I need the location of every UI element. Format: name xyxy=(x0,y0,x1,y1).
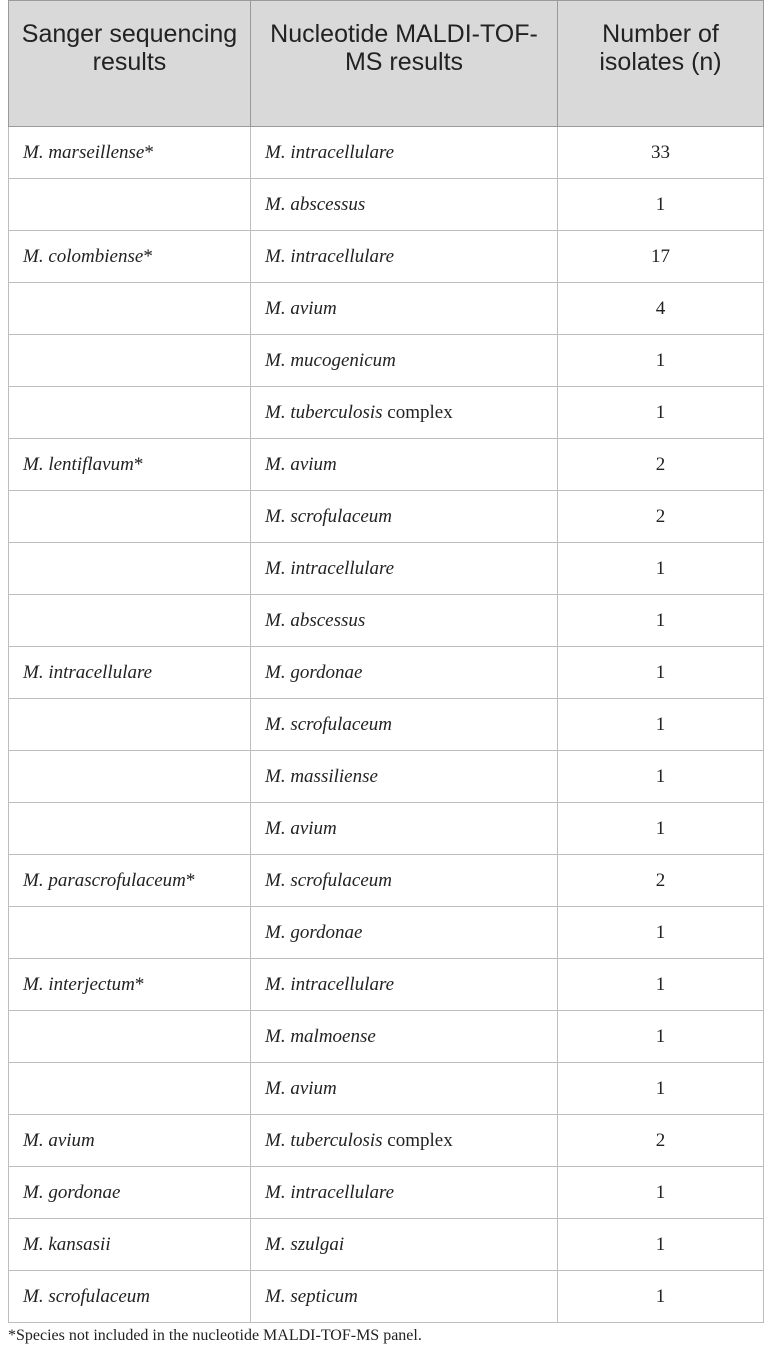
sanger-cell xyxy=(9,803,251,855)
sanger-cell xyxy=(9,1115,251,1167)
maldi-cell xyxy=(251,1011,558,1063)
maldi-species: M. gordonae xyxy=(265,661,363,683)
maldi-cell xyxy=(251,1167,558,1219)
sanger-species: M. avium xyxy=(23,1129,95,1151)
sanger-cell xyxy=(9,1011,251,1063)
table-row xyxy=(9,1219,764,1271)
sanger-species: M. gordonae xyxy=(23,1181,121,1203)
table-row xyxy=(9,1115,764,1167)
isolate-count: 1 xyxy=(558,959,764,1011)
isolate-count: 1 xyxy=(558,1167,764,1219)
isolate-count: 17 xyxy=(558,231,764,283)
maldi-species: M. avium xyxy=(265,297,337,319)
sanger-cell xyxy=(9,855,251,907)
maldi-cell xyxy=(251,699,558,751)
header-maldi: Nucleotide MALDI-TOF-MS results xyxy=(251,1,558,127)
isolate-count: 1 xyxy=(558,387,764,439)
sanger-cell xyxy=(9,283,251,335)
maldi-cell xyxy=(251,231,558,283)
isolate-count: 33 xyxy=(558,127,764,179)
table-row xyxy=(9,543,764,595)
table-row xyxy=(9,179,764,231)
table-row xyxy=(9,1167,764,1219)
table-body xyxy=(9,127,764,1323)
maldi-cell xyxy=(251,751,558,803)
sanger-cell xyxy=(9,1063,251,1115)
isolate-count: 2 xyxy=(558,439,764,491)
maldi-species: M. intracellulare xyxy=(265,1181,395,1203)
maldi-species: M. massiliense xyxy=(265,765,378,787)
sanger-cell xyxy=(9,335,251,387)
table-row xyxy=(9,855,764,907)
sanger-cell xyxy=(9,907,251,959)
maldi-cell xyxy=(251,803,558,855)
maldi-cell xyxy=(251,387,558,439)
maldi-cell xyxy=(251,1271,558,1323)
sanger-marker: * xyxy=(134,973,145,995)
sanger-marker: * xyxy=(144,141,154,163)
isolate-count: 1 xyxy=(558,699,764,751)
results-table xyxy=(8,0,764,1323)
maldi-cell xyxy=(251,179,558,231)
maldi-species: M. mucogenicum xyxy=(265,349,396,371)
maldi-cell xyxy=(251,439,558,491)
maldi-suffix: complex xyxy=(382,1129,453,1151)
sanger-species: M. parascrofulaceum xyxy=(23,869,186,891)
table-row xyxy=(9,699,764,751)
table-row xyxy=(9,907,764,959)
table-row xyxy=(9,1011,764,1063)
maldi-cell xyxy=(251,335,558,387)
maldi-species: M. scrofulaceum xyxy=(265,869,392,891)
header-row xyxy=(9,1,764,127)
isolate-count: 1 xyxy=(558,179,764,231)
maldi-cell xyxy=(251,283,558,335)
sanger-cell xyxy=(9,439,251,491)
maldi-species: M. intracellulare xyxy=(265,141,395,163)
maldi-species: M. tuberculosis xyxy=(265,1129,383,1151)
maldi-suffix: complex xyxy=(382,401,453,423)
sanger-species: M. kansasii xyxy=(23,1233,111,1255)
maldi-species: M. gordonae xyxy=(265,921,363,943)
sanger-cell xyxy=(9,959,251,1011)
table-row xyxy=(9,751,764,803)
isolate-count: 1 xyxy=(558,1219,764,1271)
sanger-species: M. scrofulaceum xyxy=(23,1285,150,1307)
maldi-cell xyxy=(251,543,558,595)
table-row xyxy=(9,335,764,387)
table-row xyxy=(9,231,764,283)
isolate-count: 1 xyxy=(558,647,764,699)
maldi-cell xyxy=(251,1115,558,1167)
maldi-species: M. abscessus xyxy=(265,193,366,215)
isolate-count: 1 xyxy=(558,907,764,959)
table-row xyxy=(9,1271,764,1323)
isolate-count: 1 xyxy=(558,595,764,647)
sanger-cell xyxy=(9,751,251,803)
sanger-cell xyxy=(9,699,251,751)
sanger-cell xyxy=(9,1219,251,1271)
maldi-species: M. abscessus xyxy=(265,609,366,631)
isolate-count: 2 xyxy=(558,855,764,907)
table-row xyxy=(9,439,764,491)
isolate-count: 1 xyxy=(558,1063,764,1115)
isolate-count: 1 xyxy=(558,543,764,595)
table-row xyxy=(9,959,764,1011)
maldi-cell xyxy=(251,1219,558,1271)
isolate-count: 1 xyxy=(558,751,764,803)
sanger-species: M. lentiflavum xyxy=(23,453,134,475)
table-row xyxy=(9,283,764,335)
isolate-count: 4 xyxy=(558,283,764,335)
sanger-species: M. colombiense xyxy=(23,245,144,267)
maldi-cell xyxy=(251,127,558,179)
isolate-count: 1 xyxy=(558,1011,764,1063)
maldi-species: M. septicum xyxy=(265,1285,358,1307)
maldi-cell xyxy=(251,907,558,959)
maldi-species: M. avium xyxy=(265,1077,337,1099)
maldi-species: M. intracellulare xyxy=(265,557,395,579)
table-row xyxy=(9,491,764,543)
sanger-marker: * xyxy=(185,869,196,891)
maldi-species: M. malmoense xyxy=(265,1025,376,1047)
maldi-cell xyxy=(251,491,558,543)
isolate-count: 2 xyxy=(558,1115,764,1167)
sanger-cell xyxy=(9,1167,251,1219)
maldi-species: M. avium xyxy=(265,817,337,839)
maldi-species: M. scrofulaceum xyxy=(265,505,392,527)
maldi-cell xyxy=(251,959,558,1011)
sanger-cell xyxy=(9,595,251,647)
maldi-species: M. scrofulaceum xyxy=(265,713,392,735)
maldi-species: M. intracellulare xyxy=(265,973,395,995)
header-sanger: Sanger sequencing results xyxy=(9,1,251,127)
isolate-count: 2 xyxy=(558,491,764,543)
maldi-cell xyxy=(251,595,558,647)
table-row xyxy=(9,387,764,439)
isolate-count: 1 xyxy=(558,335,764,387)
sanger-cell xyxy=(9,127,251,179)
sanger-cell xyxy=(9,1271,251,1323)
maldi-species: M. intracellulare xyxy=(265,245,395,267)
sanger-species: M. intracellulare xyxy=(23,661,153,683)
isolate-count: 1 xyxy=(558,803,764,855)
footnote: *Species not included in the nucleotide MALDI-TOF-MS panel. xyxy=(8,1327,422,1344)
table-row xyxy=(9,595,764,647)
table-row xyxy=(9,803,764,855)
sanger-marker: * xyxy=(133,453,144,475)
maldi-cell xyxy=(251,855,558,907)
sanger-cell xyxy=(9,543,251,595)
sanger-species: M. marseillense xyxy=(23,141,145,163)
maldi-species: M. tuberculosis xyxy=(265,401,383,423)
isolate-count: 1 xyxy=(558,1271,764,1323)
maldi-species: M. avium xyxy=(265,453,337,475)
table-row xyxy=(9,647,764,699)
sanger-marker: * xyxy=(143,245,153,267)
table-row xyxy=(9,127,764,179)
maldi-cell xyxy=(251,1063,558,1115)
sanger-cell xyxy=(9,179,251,231)
table-row xyxy=(9,1063,764,1115)
maldi-species: M. szulgai xyxy=(265,1233,345,1255)
sanger-cell xyxy=(9,231,251,283)
sanger-cell xyxy=(9,491,251,543)
header-isolates: Number of isolates (n) xyxy=(558,1,764,127)
maldi-cell xyxy=(251,647,558,699)
sanger-cell xyxy=(9,387,251,439)
sanger-cell xyxy=(9,647,251,699)
sanger-species: M. interjectum xyxy=(23,973,135,995)
